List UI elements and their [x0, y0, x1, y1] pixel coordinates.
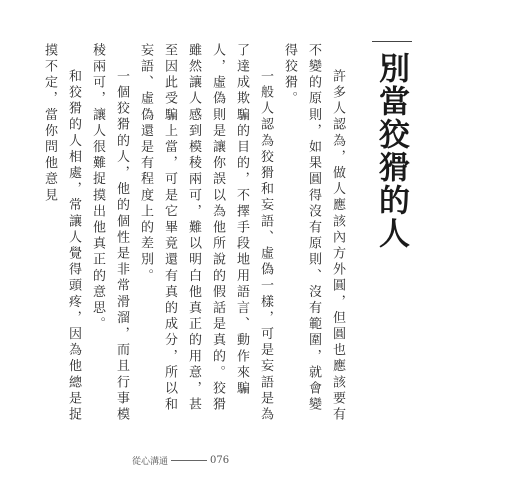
paragraph-2: 一般人認為狡猾和妄語、虛偽一樣，可是妄語是為了達成欺騙的目的，不擇手段地用語言、動作來騙人，虛偽則是讓你誤以為他所說的假話是真的。狡猾雖然讓人感到模稜兩可，難以明白他真正的用意，甚至因此受騙上當，可是它畢竟還有真的成分，所以和妄語、虛偽還是有程度上的差別。 — [138, 43, 273, 424]
chapter-title: 別當狡猾的人 — [373, 52, 409, 250]
footer-divider — [171, 460, 207, 461]
footer-book-title: 從心溝通 — [132, 457, 169, 467]
title-divider — [372, 41, 412, 42]
page-number: 076 — [210, 455, 230, 466]
paragraph-3: 一個狡猾的人，他的個性是非常滑溜，而且行事模稜兩可，讓人很難捉摸出他真正的意思。 — [90, 43, 129, 424]
body-text — [37, 43, 349, 429]
paragraph-4: 和狡猾的人相處，常讓人覺得頭疼，因為他總是捉摸不定，當你問他意見 — [42, 43, 81, 424]
page-footer — [132, 454, 229, 467]
paragraph-1: 許多人認為，做人應該內方外圓，但圓也應該要有不變的原則，如果圓得沒有原則、沒有範圍，就會變得狡猾。 — [282, 43, 345, 424]
